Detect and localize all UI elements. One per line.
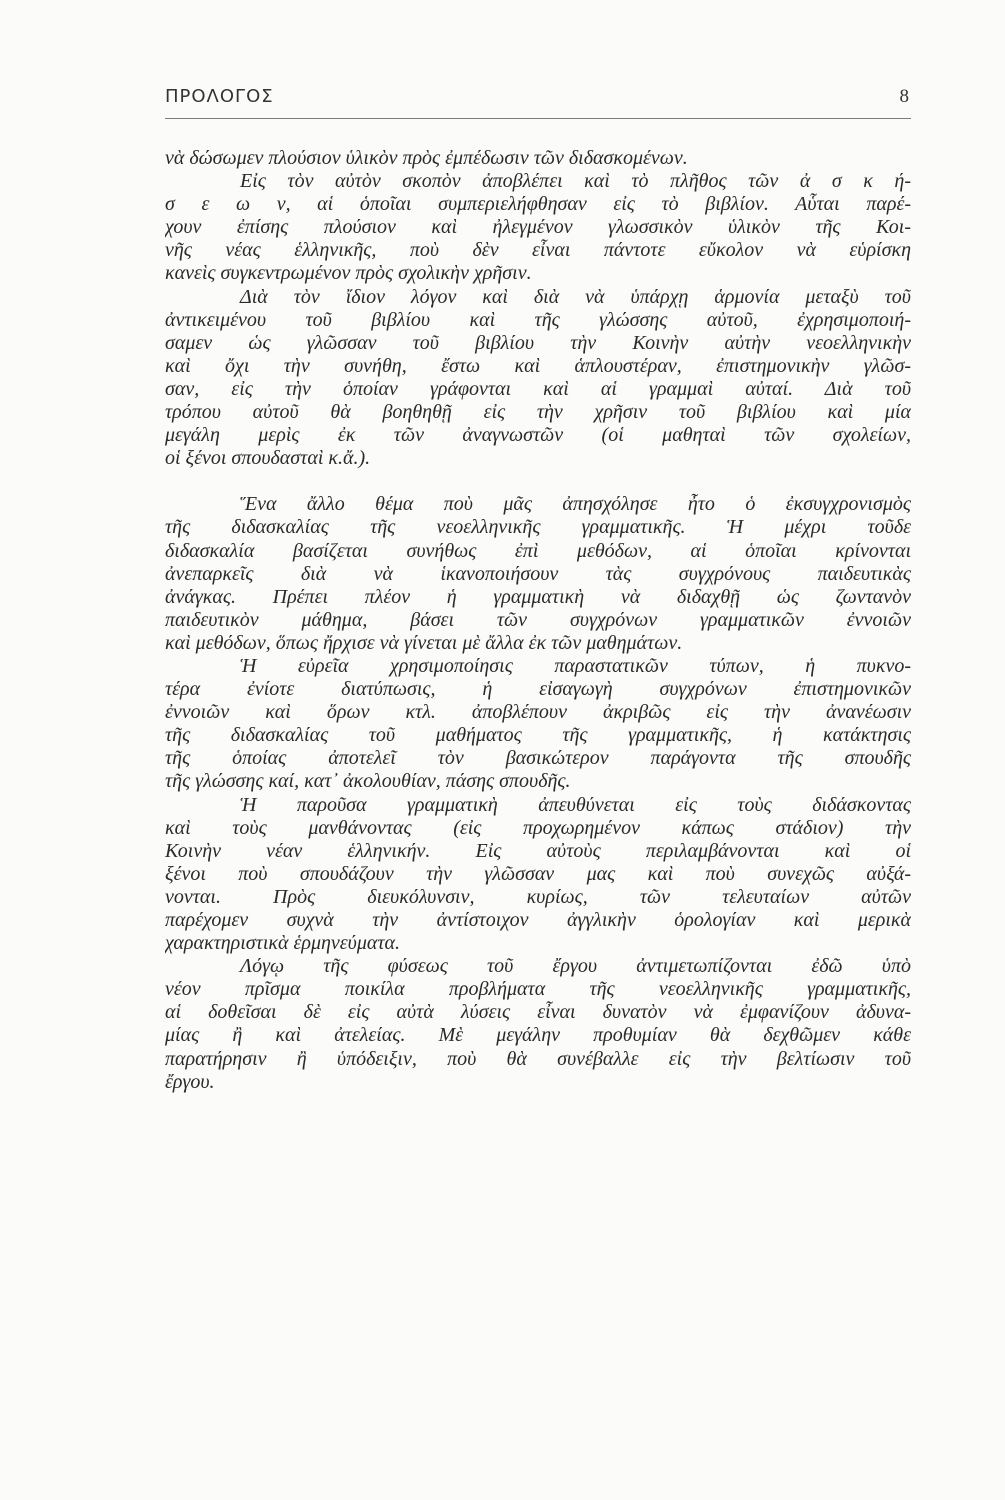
paragraph [165, 147, 911, 170]
text-line: νὰ δώσωμεν πλούσιον ὑλικὸν πρὸς ἐμπέδωσιν τῶν διδασκομένων. [165, 147, 688, 169]
text-line: καὶ ὄχι τὴν συνήθη, ἔστω καὶ ἁπλουστέραν, ἐπιστημονικὴν γλῶσ- [165, 354, 911, 377]
text-line: μίας ἢ καὶ ἀτελείας. Μὲ μεγάλην προθυμίαν θὰ δεχθῶμεν κάθε [165, 1024, 911, 1047]
paragraph [165, 170, 911, 285]
body-text [165, 147, 911, 1094]
paragraph [165, 794, 911, 956]
text-line: τῆς διδασκαλίας τοῦ μαθήματος τῆς γραμματικῆς, ἡ κατάκτησις [165, 724, 911, 747]
text-line: αἱ δοθεῖσαι δὲ εἰς αὐτὰ λύσεις εἶναι δυνατὸν νὰ ἐμφανίζουν ἀδυνα- [165, 1001, 911, 1024]
text-line: ἀντικειμένου τοῦ βιβλίου καὶ τῆς γλώσσης αὐτοῦ, ἐχρησιμοποιή- [165, 308, 911, 331]
text-line: μεγάλη μερὶς ἐκ τῶν ἀναγνωστῶν (οἱ μαθηταὶ τῶν σχολείων, [165, 424, 911, 447]
text-line: σαν, εἰς τὴν ὁποίαν γράφονται καὶ αἱ γραμμαὶ αὐταί. Διὰ τοῦ [165, 377, 911, 400]
text-line: χαρακτηριστικὰ ἑρμηνεύματα. [165, 932, 401, 955]
text-line: τέρα ἐνίοτε διατύπωσις, ἡ εἰσαγωγὴ συγχρόνων ἐπιστημονικῶν [165, 678, 911, 701]
text-line: κανεὶς συγκεντρωμένον πρὸς σχολικὴν χρῆσιν. [165, 262, 532, 285]
text-line: Ἡ παροῦσα γραμματικὴ ἀπευθύνεται εἰς τοὺς διδάσκοντας [240, 793, 911, 816]
text-line: ἔργου. [165, 1070, 215, 1093]
text-line: παιδευτικὸν μάθημα, βάσει τῶν συγχρόνων γραμματικῶν ἐννοιῶν [165, 608, 911, 631]
page-number: 8 [899, 86, 909, 107]
text-line: σαμεν ὡς γλῶσσαν τοῦ βιβλίου τὴν Κοινὴν αὐτὴν νεοελληνικὴν [165, 331, 911, 354]
text-line: Διὰ τὸν ἴδιον λόγον καὶ διὰ νὰ ὑπάρχῃ ἁρμονία μεταξὺ τοῦ [240, 285, 911, 308]
text-line: τῆς ὁποίας ἀποτελεῖ τὸν βασικώτερον παράγοντα τῆς σπουδῆς [165, 747, 911, 770]
running-header [165, 86, 911, 119]
text-line: παρατήρησιν ἢ ὑπόδειξιν, ποὺ θὰ συνέβαλλε εἰς τὴν βελτίωσιν τοῦ [165, 1047, 911, 1070]
text-line: νέον πρῖσμα ποικίλα προβλήματα τῆς νεοελληνικῆς γραμματικῆς, [165, 978, 911, 1001]
text-line: τῆς γλώσσης καί, κατ᾽ ἀκολουθίαν, πάσης σπουδῆς. [165, 770, 571, 793]
text-line: χουν ἐπίσης πλούσιον καὶ ἠλεγμένον γλωσσικὸν ὑλικὸν τῆς Κοι- [165, 216, 911, 239]
text-line: διδασκαλία βασίζεται συνήθως ἐπὶ μεθόδων, αἱ ὁποῖαι κρίνονται [165, 539, 911, 562]
text-line: νονται. Πρὸς διευκόλυνσιν, κυρίως, τῶν τελευταίων αὐτῶν [165, 885, 911, 908]
text-line: τῆς διδασκαλίας τῆς νεοελληνικῆς γραμματικῆς. Ἡ μέχρι τοῦδε [165, 516, 911, 539]
paragraph [165, 955, 911, 1094]
text-line: ξένοι ποὺ σπουδάζουν τὴν γλῶσσαν μας καὶ ποὺ συνεχῶς αὐξά- [165, 862, 911, 885]
paragraph [165, 286, 911, 471]
text-line: ἀνεπαρκεῖς διὰ νὰ ἱκανοποιήσουν τὰς συγχρόνους παιδευτικὰς [165, 562, 911, 585]
text-line: καὶ τοὺς μανθάνοντας (εἰς προχωρημένον κάπως στάδιον) τὴν [165, 816, 911, 839]
paragraph-gap [165, 470, 911, 493]
text-line: Εἰς τὸν αὐτὸν σκοπὸν ἀποβλέπει καὶ τὸ πλῆθος τῶν ἀ σ κ ή- [240, 170, 911, 193]
text-line: Ἡ εὐρεῖα χρησιμοποίησις παραστατικῶν τύπων, ἡ πυκνο- [240, 654, 911, 677]
text-line: παρέχομεν συχνὰ τὴν ἀντίστοιχον ἀγγλικὴν ὁρολογίαν καὶ μερικὰ [165, 909, 911, 931]
text-line: σ ε ω ν, αἱ ὁποῖαι συμπεριελήφθησαν εἰς τὸ βιβλίον. Αὗται παρέ- [165, 193, 911, 216]
text-line: Λόγῳ τῆς φύσεως τοῦ ἔργου ἀντιμετωπίζονται ἐδῶ ὑπὸ [240, 955, 911, 978]
header-title: ΠΡΟΛΟΓΟΣ [165, 86, 274, 107]
text-line: οἱ ξένοι σπουδασταὶ κ.ἄ.). [165, 447, 371, 470]
text-line: νῆς νέας ἑλληνικῆς, ποὺ δὲν εἶναι πάντοτε εὔκολον νὰ εὑρίσκη [165, 239, 911, 262]
text-line: Κοινὴν νέαν ἑλληνικήν. Εἰς αὐτοὺς περιλαμβάνονται καὶ οἱ [165, 839, 911, 862]
text-line: ἐννοιῶν καὶ ὅρων κτλ. ἀποβλέπουν ἀκριβῶς εἰς τὴν ἀνανέωσιν [165, 701, 911, 724]
paragraph [165, 655, 911, 794]
text-line: ἀνάγκας. Πρέπει πλέον ἡ γραμματικὴ νὰ διδαχθῇ ὡς ζωντανὸν [165, 585, 911, 608]
text-line: καὶ μεθόδων, ὅπως ἤρχισε νὰ γίνεται μὲ ἄλλα ἐκ τῶν μαθημάτων. [165, 631, 683, 654]
paragraph [165, 493, 911, 655]
text-line: Ἕνα ἄλλο θέμα ποὺ μᾶς ἀπησχόλησε ἦτο ὁ ἐκσυγχρονισμὸς [240, 493, 911, 516]
text-line: τρόπου αὐτοῦ θὰ βοηθηθῇ εἰς τὴν χρῆσιν τοῦ βιβλίου καὶ μία [165, 401, 911, 424]
